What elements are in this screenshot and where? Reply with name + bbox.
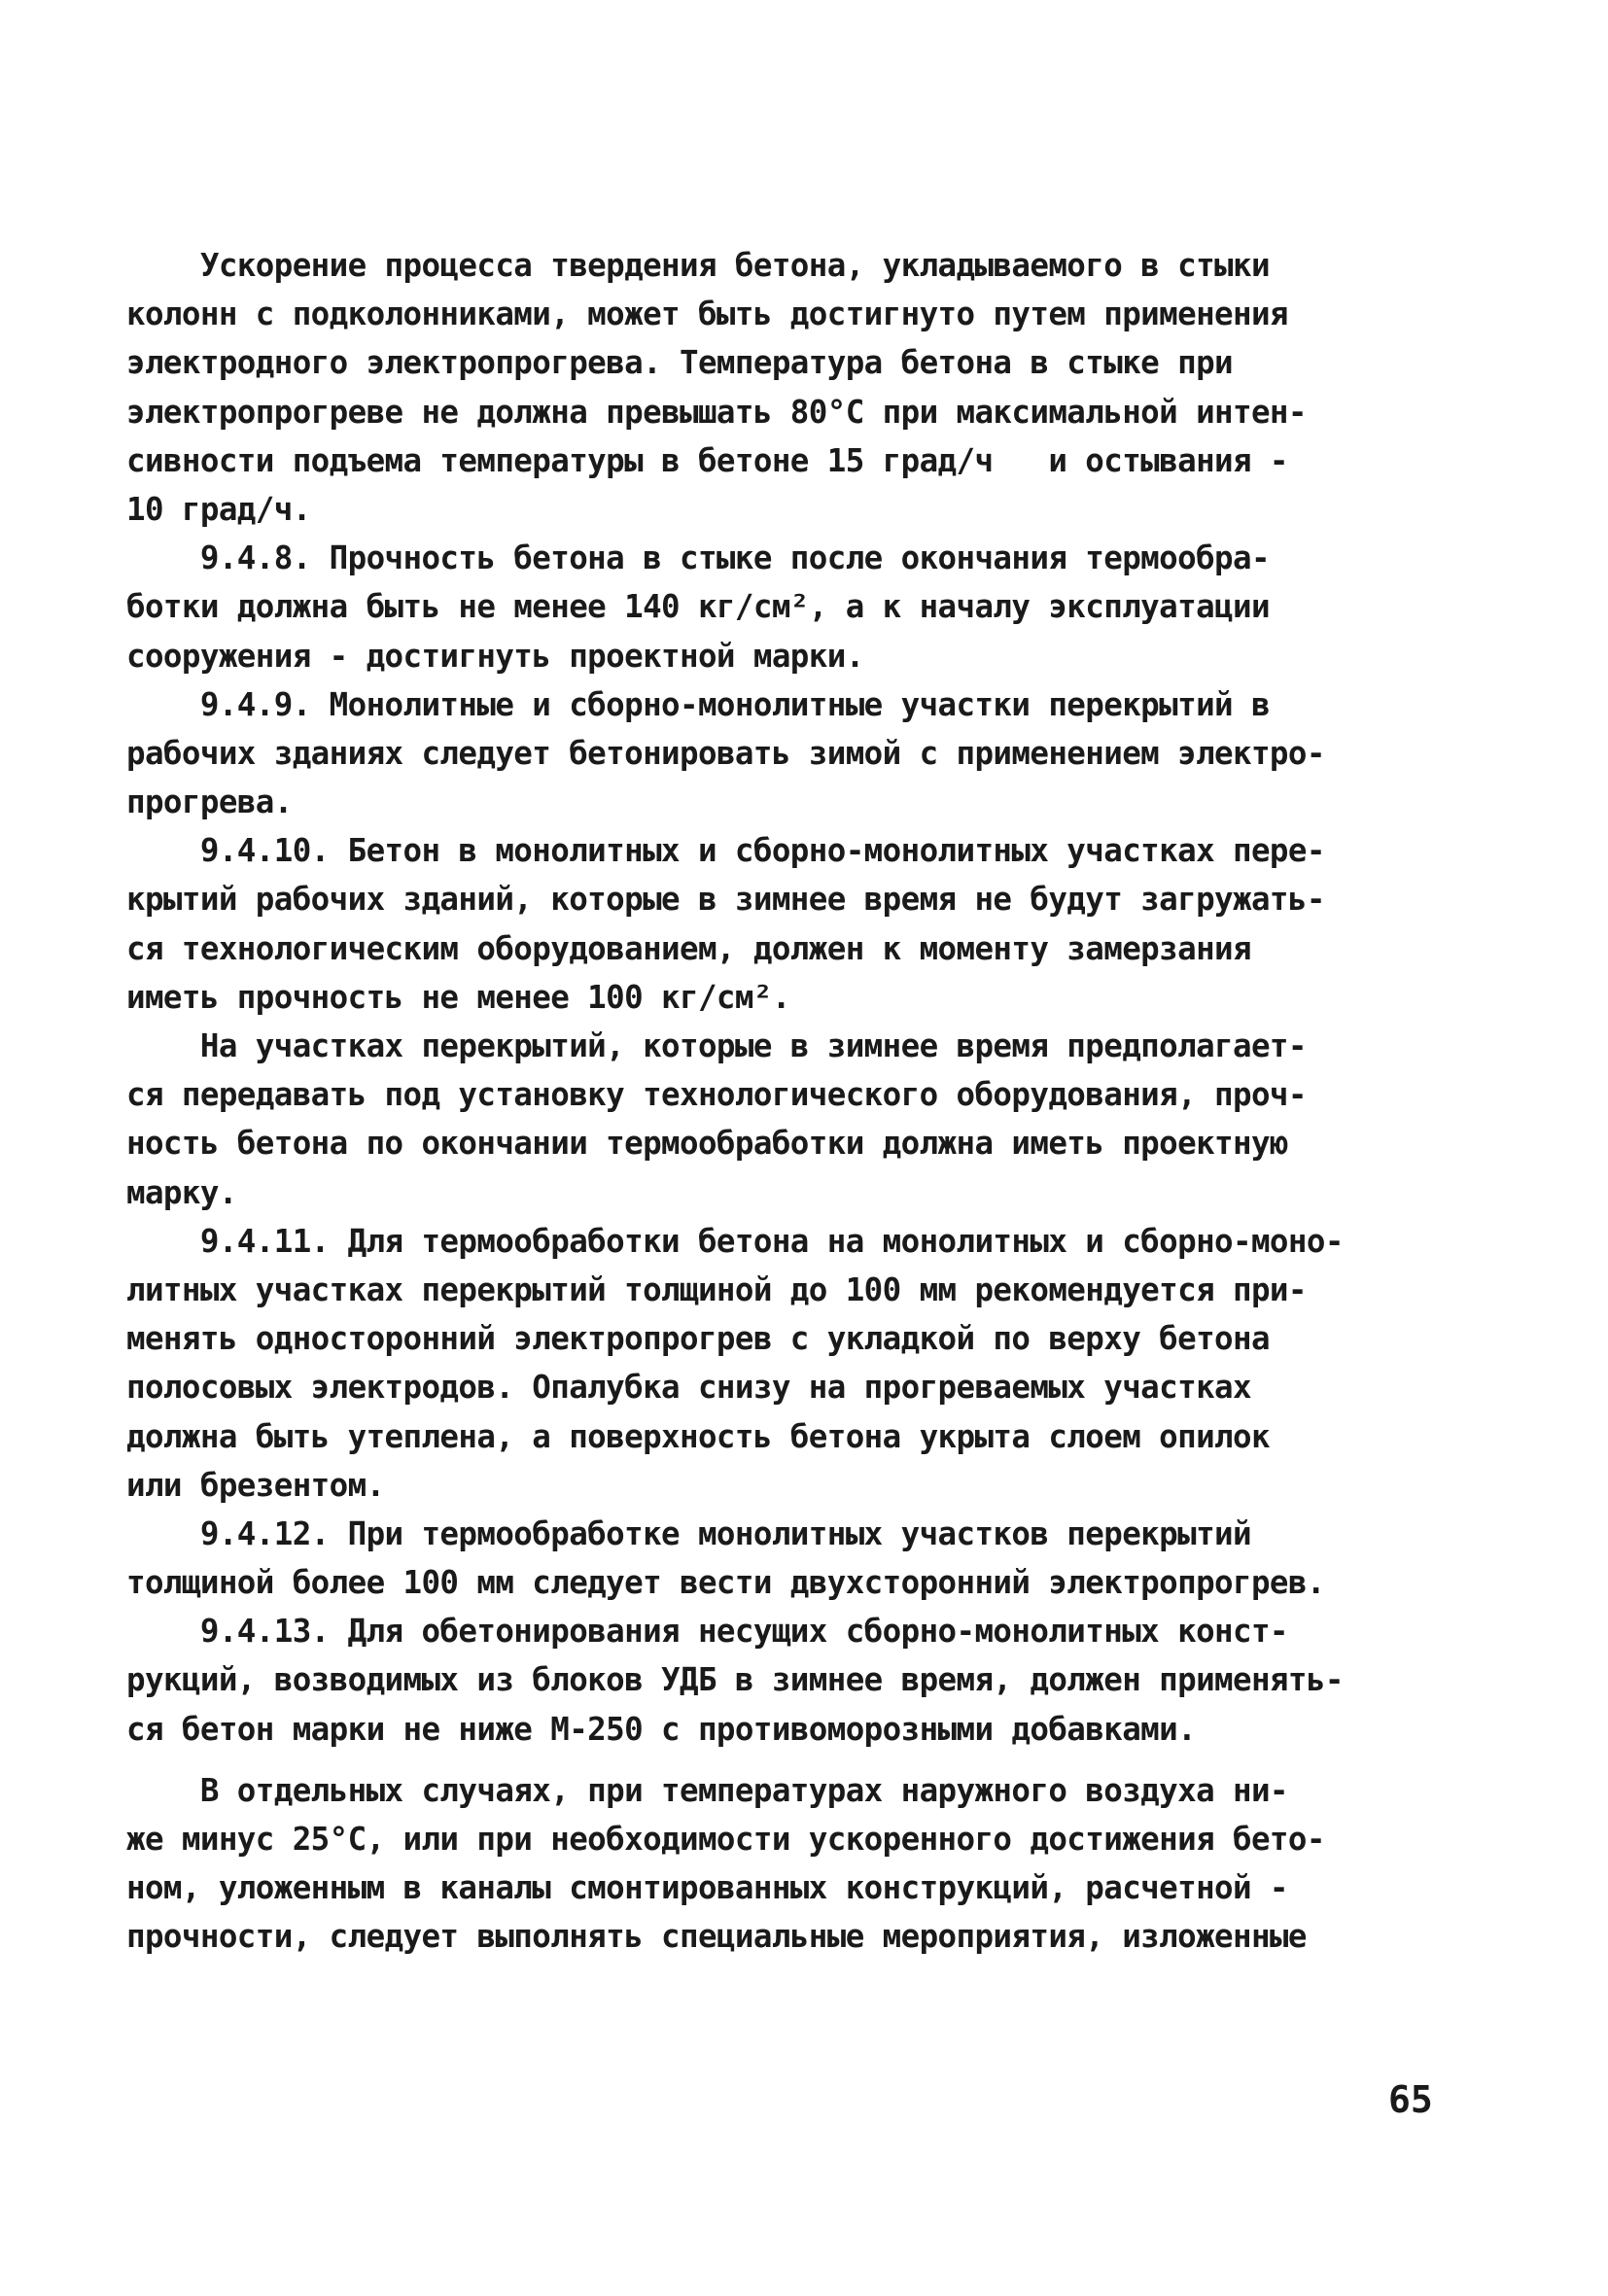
text-line: толщиной более 100 мм следует вести двухсторонний электропрогрев. <box>126 1564 1325 1602</box>
text-line: 9.4.8. Прочность бетона в стыке после окончания термообра- <box>126 539 1270 577</box>
text-line: или брезентом. <box>126 1466 385 1504</box>
text-line: рукций, возводимых из блоков УДБ в зимнее время, должен применять- <box>126 1661 1344 1699</box>
text-line: 9.4.13. Для обетонирования несущих сборно-монолитных конст- <box>126 1613 1288 1651</box>
text-line: прогрева. <box>126 783 293 821</box>
text-line: иметь прочность не менее 100 кг/см². <box>126 978 790 1016</box>
text-line: 9.4.11. Для термообработки бетона на монолитных и сборно-моно- <box>126 1222 1344 1260</box>
text-line: 9.4.10. Бетон в монолитных и сборно-монолитных участках пере- <box>126 832 1325 870</box>
text-line: Ускорение процесса твердения бетона, укладываемого в стыки <box>126 247 1270 284</box>
text-line: крытий рабочих зданий, которые в зимнее время не будут загружать- <box>126 881 1325 919</box>
text-line: электропрогреве не должна превышать 80°С при максимальной интен- <box>126 393 1307 431</box>
text-line: полосовых электродов. Опалубка снизу на прогреваемых участках <box>126 1369 1251 1407</box>
text-line: сивности подъема температуры в бетоне 15 град/ч и остывания - <box>126 441 1288 479</box>
text-line: прочности, следует выполнять специальные мероприятия, изложенные <box>126 1918 1307 1956</box>
text-line: рабочих зданиях следует бетонировать зимой с применением электро- <box>126 734 1325 772</box>
text-line: ся технологическим оборудованием, должен к моменту замерзания <box>126 929 1251 967</box>
text-line: 9.4.9. Монолитные и сборно-монолитные участки перекрытий в <box>126 685 1270 723</box>
text-line: 10 град/ч. <box>126 490 311 528</box>
text-line: ность бетона по окончании термообработки должна иметь проектную <box>126 1125 1288 1163</box>
text-line: ся передавать под установку технологического оборудования, проч- <box>126 1076 1307 1114</box>
text-line: должна быть утеплена, а поверхность бетона укрыта слоем опилок <box>126 1417 1270 1455</box>
text-line: 9.4.12. При термообработке монолитных участков перекрытий <box>126 1514 1251 1552</box>
text-line: сооружения - достигнуть проектной марки. <box>126 637 864 675</box>
text-line: электродного электропрогрева. Температура бетона в стыке при <box>126 344 1233 382</box>
text-line: ботки должна быть не менее 140 кг/см², а к началу эксплуатации <box>126 588 1270 626</box>
text-line: ся бетон марки не ниже М-250 с противоморозными добавками. <box>126 1710 1197 1748</box>
text-line: марку. <box>126 1173 237 1211</box>
page-number: 65 <box>1388 2078 1433 2121</box>
text-line: ном, уложенным в каналы смонтированных конструкций, расчетной - <box>126 1869 1288 1906</box>
text-line: же минус 25°С, или при необходимости ускоренного достижения бето- <box>126 1820 1325 1858</box>
text-line: В отдельных случаях, при температурах наружного воздуха ни- <box>126 1771 1288 1809</box>
text-line: На участках перекрытий, которые в зимнее время предполагает- <box>126 1027 1307 1064</box>
text-line: литных участках перекрытий толщиной до 100 мм рекомендуется при- <box>126 1270 1307 1308</box>
body-text <box>126 241 1487 1961</box>
text-line: колонн с подколонниками, может быть достигнуто путем применения <box>126 296 1288 333</box>
text-line: менять односторонний электропрогрев с укладкой по верху бетона <box>126 1320 1270 1358</box>
